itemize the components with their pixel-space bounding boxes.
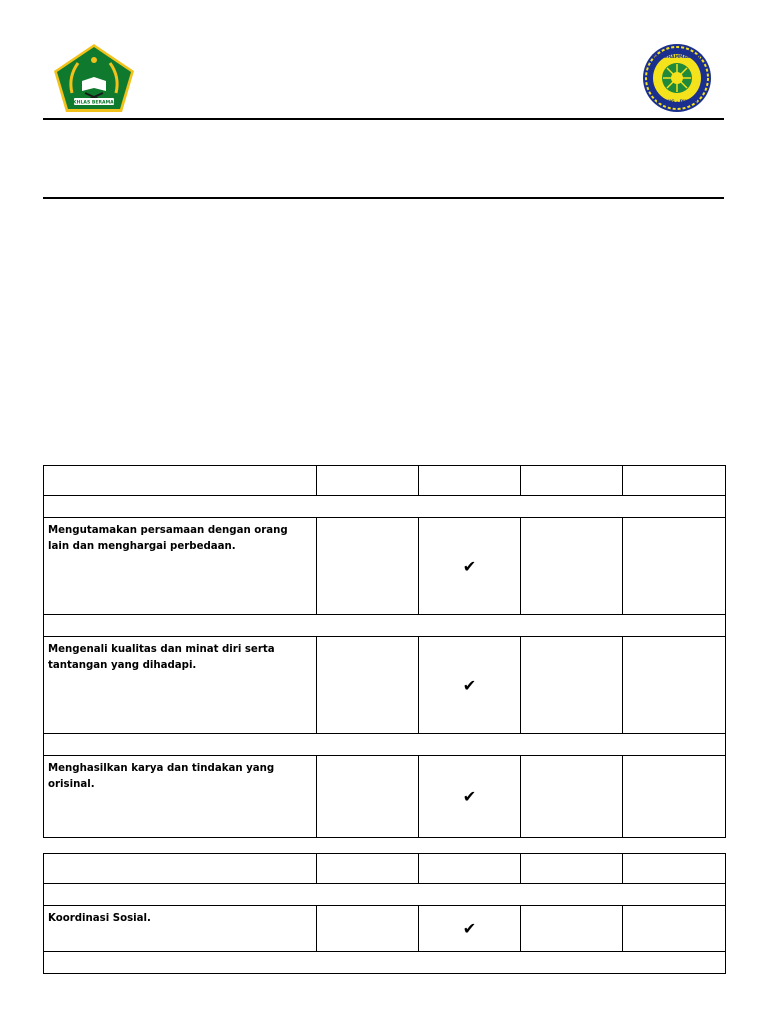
section-cell: [44, 884, 726, 906]
checkmark-icon: ✔: [462, 556, 477, 576]
rating-cell: [521, 906, 623, 952]
header-cell: [317, 854, 419, 884]
header-cell: [419, 854, 521, 884]
svg-text:IKHLAS BERAMAL: IKHLAS BERAMAL: [71, 100, 117, 106]
rating-cell: [419, 906, 521, 952]
rating-cell: [623, 906, 726, 952]
checkmark-icon: ✔: [462, 675, 477, 695]
header-cell: [317, 466, 419, 496]
section-cell: [44, 734, 726, 756]
rating-cell: [317, 518, 419, 615]
assessment-table-1: [43, 465, 726, 838]
row-description: Koordinasi Sosial.: [44, 906, 317, 952]
section-row: [44, 952, 726, 974]
row-description: Mengutamakan persamaan dengan orang lain dan menghargai perbedaan.: [44, 518, 317, 615]
table-row: [44, 637, 726, 734]
section-row: [44, 615, 726, 637]
table-row: [44, 518, 726, 615]
section-cell: [44, 615, 726, 637]
checkmark-icon: ✔: [462, 787, 477, 806]
rating-cell: [317, 637, 419, 734]
header-cell: [44, 466, 317, 496]
rating-cell: [521, 637, 623, 734]
checkmark-icon: ✔: [462, 919, 477, 938]
row-description: Menghasilkan karya dan tindakan yang orisinal.: [44, 756, 317, 838]
table-header-row: [44, 854, 726, 884]
rating-cell: [623, 518, 726, 615]
right-school-seal-logo: [640, 43, 714, 113]
rating-cell: [419, 637, 521, 734]
section-row: [44, 734, 726, 756]
row-description: Mengenali kualitas dan minat diri serta tantangan yang dihadapi.: [44, 637, 317, 734]
section-cell: [44, 952, 726, 974]
header-top-rule: [43, 118, 724, 120]
svg-text:GUBUG - PURBO: GUBUG - PURBO: [656, 100, 698, 105]
header-cell: [623, 854, 726, 884]
rating-cell: [317, 906, 419, 952]
rating-cell: [419, 518, 521, 615]
header-cell: [419, 466, 521, 496]
header-cell: [521, 466, 623, 496]
header-cell: [44, 854, 317, 884]
rating-cell: [623, 637, 726, 734]
svg-text:MI MUHAMMADIYAH: MI MUHAMMADIYAH: [651, 55, 703, 60]
section-row: [44, 884, 726, 906]
table-row: [44, 756, 726, 838]
header-cell: [521, 854, 623, 884]
table-header-row: [44, 466, 726, 496]
rating-cell: [521, 756, 623, 838]
table-row: [44, 906, 726, 952]
assessment-table-2: [43, 853, 726, 974]
header-bottom-rule: [43, 197, 724, 199]
section-cell: [44, 496, 726, 518]
header-cell: [623, 466, 726, 496]
section-row: [44, 496, 726, 518]
left-emblem-logo: [52, 43, 136, 113]
rating-cell: [317, 756, 419, 838]
rating-cell: [623, 756, 726, 838]
rating-cell: [419, 756, 521, 838]
rating-cell: [521, 518, 623, 615]
